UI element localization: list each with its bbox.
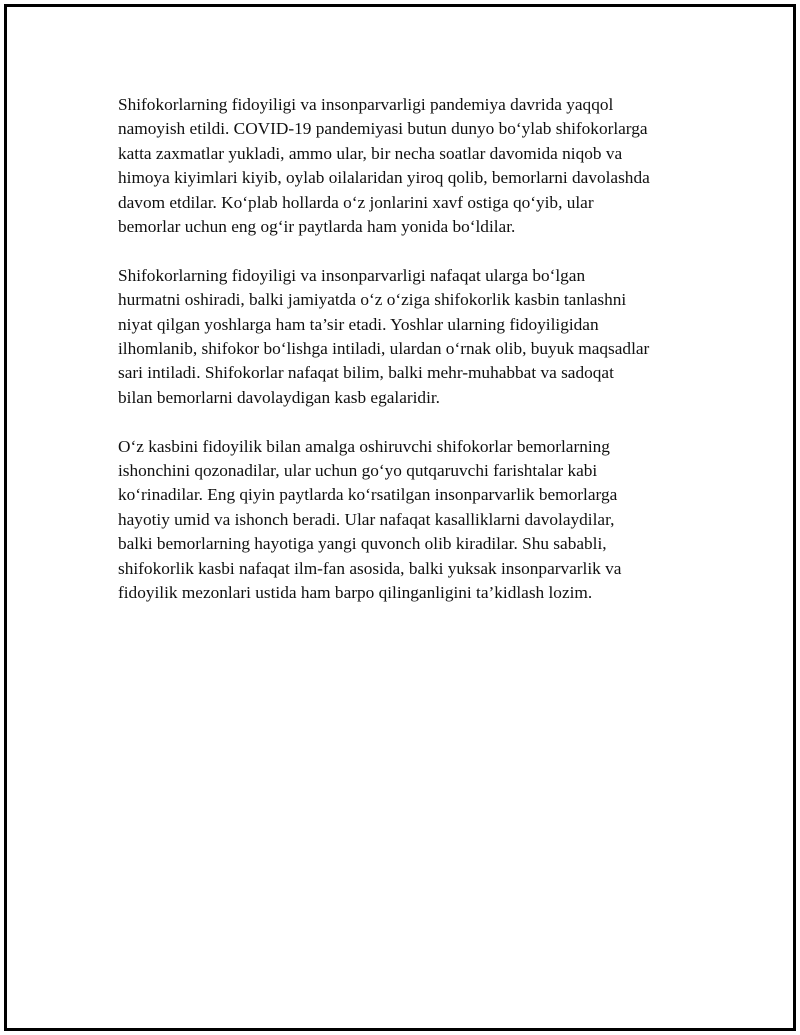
text-line: katta zaxmatlar yukladi, ammo ular, bir necha soatlar davomida niqob va [118, 143, 623, 163]
text-line: ko‘rinadilar. Eng qiyin paytlarda ko‘rsatilgan insonparvarlik bemorlarga [118, 485, 618, 505]
text-line: bemorlar uchun eng og‘ir paytlarda ham yonida bo‘ldilar. [118, 217, 516, 237]
text-line: sari intiladi. Shifokorlar nafaqat bilim, balki mehr-muhabbat va sadoqat [118, 363, 614, 383]
paragraph-1 [118, 93, 698, 239]
paragraph-2 [118, 264, 698, 410]
text-line: Shifokorlarning fidoyiligi va insonparvarligi nafaqat ularga bo‘lgan [118, 265, 586, 285]
text-line: ilhomlanib, shifokor bo‘lishga intiladi, ulardan o‘rnak olib, buyuk maqsadlar [118, 339, 650, 359]
text-line: shifokorlik kasbi nafaqat ilm-fan asosida, balki yuksak insonparvarlik va [118, 558, 622, 578]
text-line: niyat qilgan yoshlarga ham ta’sir etadi. Yoshlar ularning fidoyiligidan [118, 314, 599, 334]
text-line: Shifokorlarning fidoyiligi va insonparvarligi pandemiya davrida yaqqol [118, 95, 614, 114]
text-line: namoyish etildi. COVID-19 pandemiyasi butun dunyo bo‘ylab shifokorlarga [118, 119, 648, 139]
document-body [118, 93, 698, 630]
text-line: hayotiy umid va ishonch beradi. Ular nafaqat kasalliklarni davolaydilar, [118, 509, 615, 529]
text-line: bilan bemorlarni davolaydigan kasb egalaridir. [118, 387, 440, 407]
text-line: hurmatni oshiradi, balki jamiyatda o‘z o‘ziga shifokorlik kasbin tanlashni [118, 290, 627, 310]
text-line: ishonchini qozonadilar, ular uchun go‘yo qutqaruvchi farishtalar kabi [118, 461, 598, 481]
text-line: himoya kiyimlari kiyib, oylab oilalaridan yiroq qolib, bemorlarni davolashda [118, 168, 650, 188]
text-line: balki bemorlarning hayotiga yangi quvonch olib kiradilar. Shu sababli, [118, 534, 607, 554]
paragraph-3 [118, 435, 698, 606]
text-line: O‘z kasbini fidoyilik bilan amalga oshiruvchi shifokorlar bemorlarning [118, 436, 610, 456]
text-line: davom etdilar. Ko‘plab hollarda o‘z jonlarini xavf ostiga qo‘yib, ular [118, 192, 594, 212]
text-line: fidoyilik mezonlari ustida ham barpo qilinganligini ta’kidlash lozim. [118, 583, 593, 603]
